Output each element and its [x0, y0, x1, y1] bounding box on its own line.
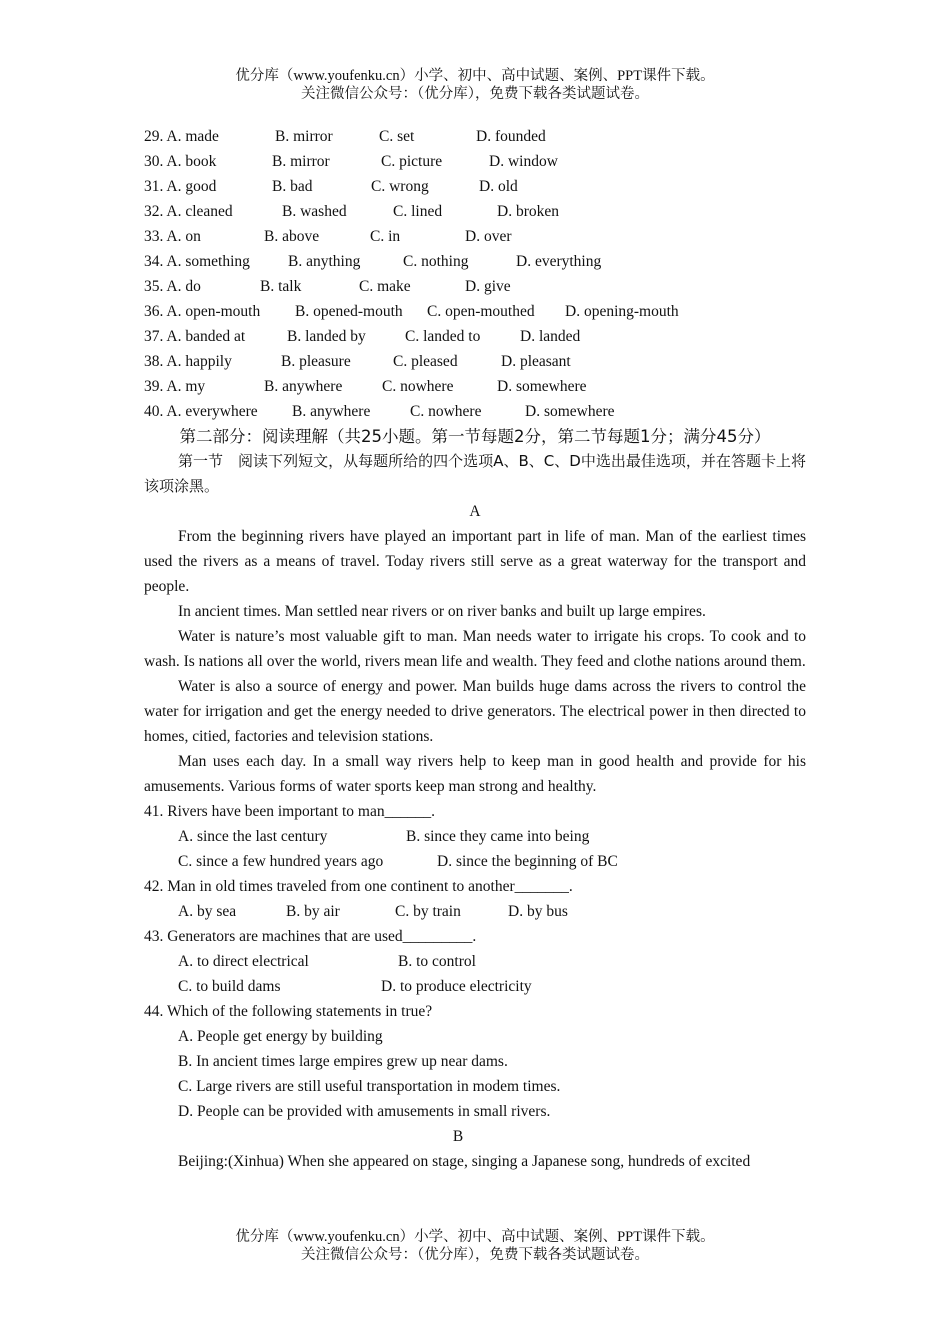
option-d: D. broken — [497, 203, 559, 220]
question-options-row — [144, 899, 806, 924]
page-header — [0, 67, 950, 103]
option-a: 32. A. cleaned — [144, 203, 233, 220]
option-a: 30. A. book — [144, 153, 217, 170]
question-options-row — [144, 974, 806, 999]
cloze-item — [144, 274, 806, 299]
option-a: 34. A. something — [144, 253, 250, 270]
option-d: D. by bus — [508, 903, 568, 920]
option-b: B. anywhere — [292, 403, 371, 420]
option-d: D. old — [479, 178, 518, 195]
question-options-row — [144, 949, 806, 974]
cloze-item — [144, 399, 806, 424]
paragraph: From the beginning rivers have played an important part in life of man. Man of the earliest times used the rivers as a means of travel. Today rivers still serve as a great waterway for the transport and people. — [144, 528, 806, 595]
option-d: D. landed — [520, 328, 581, 345]
option-d: D. window — [489, 153, 558, 170]
option-b: B. by air — [286, 903, 340, 920]
option-c: C. since a few hundred years ago — [178, 853, 384, 870]
cloze-item — [144, 199, 806, 224]
option-b: B. opened-mouth — [295, 303, 403, 320]
option-c: C. pleased — [393, 353, 458, 370]
paragraph: Water is nature’s most valuable gift to man. Man needs water to irrigate his crops. To cook and to wash. Is nations all over the world, rivers mean life and wealth. They feed and clothe nations around them. — [144, 628, 806, 670]
paragraph: Water is also a source of energy and power. Man builds huge dams across the rivers to control the water for irrigation and get the energy needed to drive generators. The electrical power in then directed to homes, citied, factories and television stations. — [144, 678, 806, 745]
option-b: B. since they came into being — [406, 828, 590, 845]
cloze-item — [144, 374, 806, 399]
option-a: 35. A. do — [144, 278, 201, 295]
option-c: C. open-mouthed — [427, 303, 535, 320]
option-d: D. founded — [476, 128, 546, 145]
option-d: D. somewhere — [497, 378, 587, 395]
page-content — [144, 124, 806, 1174]
option-d: D. to produce electricity — [381, 978, 532, 995]
option-b: B. washed — [282, 203, 347, 220]
paragraph: Man uses each day. In a small way rivers help to keep man in good health and provide for his amusements. Various forms of water sports keep man strong and healthy. — [144, 753, 806, 795]
cloze-item — [144, 149, 806, 174]
cloze-item — [144, 249, 806, 274]
option-b: B. talk — [260, 278, 302, 295]
option-c: C. to build dams — [178, 978, 281, 995]
option-c: C. by train — [395, 903, 461, 920]
option-d: D. over — [465, 228, 512, 245]
option-c: C. in — [370, 228, 401, 245]
option-c: C. picture — [381, 153, 443, 170]
option-b: B. landed by — [287, 328, 366, 345]
option-d: D. somewhere — [525, 403, 615, 420]
cloze-item — [144, 174, 806, 199]
option-d: D. opening-mouth — [565, 303, 679, 320]
option-c: C. Large rivers are still useful transportation in modem times. — [178, 1078, 561, 1095]
option-c: C. make — [359, 278, 411, 295]
cloze-options — [144, 124, 806, 424]
passage-label: A — [469, 503, 481, 520]
footer-line-2: 关注微信公众号：（优分库），免费下载各类试题试卷。 — [301, 1247, 649, 1263]
option-a: A. by sea — [178, 903, 237, 920]
option-c: C. lined — [393, 203, 443, 220]
option-b: B. In ancient times large empires grew up near dams. — [178, 1053, 508, 1070]
option-d: D. everything — [516, 253, 602, 270]
option-b: B. to control — [398, 953, 476, 970]
cloze-item — [144, 299, 806, 324]
paragraph: In ancient times. Man settled near rivers or on river banks and built up large empires. — [178, 603, 706, 620]
question-stem: 43. Generators are machines that are used_________. — [144, 928, 477, 945]
option-a: 36. A. open-mouth — [144, 303, 261, 320]
option-a: 31. A. good — [144, 178, 217, 195]
option-a: 40. A. everywhere — [144, 403, 258, 420]
footer-line-1: 优分库（www.youfenku.cn）小学、初中、高中试题、案例、PPT课件下载。 — [235, 1229, 715, 1245]
cloze-item — [144, 224, 806, 249]
option-a: 37. A. banded at — [144, 328, 246, 345]
cloze-item — [144, 349, 806, 374]
page-footer — [0, 1228, 950, 1264]
option-a: 29. A. made — [144, 128, 219, 145]
header-line-1: 优分库（www.youfenku.cn）小学、初中、高中试题、案例、PPT课件下载。 — [235, 68, 715, 84]
passage-label: B — [452, 1128, 464, 1145]
option-b: B. anything — [288, 253, 361, 270]
option-c: C. landed to — [405, 328, 481, 345]
question-options-row — [144, 849, 806, 874]
option-b: B. bad — [272, 178, 313, 195]
option-b: B. mirror — [272, 153, 330, 170]
question-stem: 42. Man in old times traveled from one continent to another_______. — [144, 878, 573, 895]
option-c: C. nowhere — [382, 378, 454, 395]
cloze-item — [144, 124, 806, 149]
section-title: 第二部分：阅读理解（共25小题。第一节每题2分，第二节每题1分；满分45分） — [179, 427, 771, 446]
option-c: C. nowhere — [410, 403, 482, 420]
option-b: B. anywhere — [264, 378, 343, 395]
option-c: C. set — [379, 128, 415, 145]
option-a: 39. A. my — [144, 378, 206, 395]
option-b: B. above — [264, 228, 320, 245]
option-d: D. pleasant — [501, 353, 571, 370]
option-d: D. since the beginning of BC — [437, 853, 618, 870]
cloze-item — [144, 324, 806, 349]
option-b: B. pleasure — [281, 353, 351, 370]
option-d: D. give — [465, 278, 511, 295]
section-instruction: 第一节 阅读下列短文，从每题所给的四个选项A、B、C、D中选出最佳选项，并在答题卡上将该项涂黑。 — [144, 452, 806, 495]
header-line-2: 关注微信公众号：（优分库），免费下载各类试题试卷。 — [301, 86, 649, 102]
option-a: A. to direct electrical — [178, 953, 309, 970]
question-stem: 44. Which of the following statements in true? — [144, 1003, 433, 1020]
question-stem: 41. Rivers have been important to man______. — [144, 803, 435, 820]
option-d: D. People can be provided with amusements in small rivers. — [178, 1103, 551, 1120]
question-options-row — [144, 824, 806, 849]
option-c: C. nothing — [403, 253, 469, 270]
option-b: B. mirror — [275, 128, 333, 145]
option-a: 33. A. on — [144, 228, 201, 245]
option-a: 38. A. happily — [144, 353, 232, 370]
paragraph: Beijing:(Xinhua) When she appeared on stage, singing a Japanese song, hundreds of excited — [178, 1153, 751, 1170]
option-a: A. People get energy by building — [178, 1028, 383, 1045]
option-a: A. since the last century — [178, 828, 328, 845]
option-c: C. wrong — [371, 178, 429, 195]
